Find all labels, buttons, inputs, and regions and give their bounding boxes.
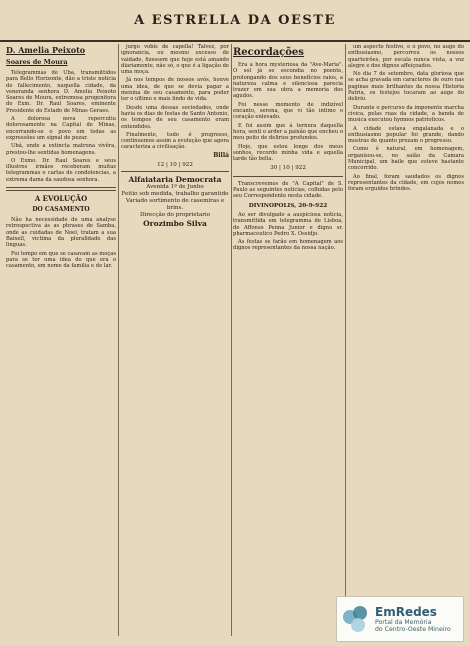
paragraph: Foi tempo em que se casavam as moças para se ter uma idea do que era o casamento, em nome da familia e do lar. bbox=[6, 250, 116, 270]
article-date: 12 | 10 | 922 bbox=[157, 162, 193, 169]
paragraph: A dolorosa nova repercutiu dolorosamente na Capital de Minas, encerrando-se o povo em todas as expressões um signal de pezar. bbox=[6, 116, 116, 141]
paragraph: E foi assim que á ternura daquella hora, senti o arder a paixão que encheu o meu peito de delirios profundos. bbox=[233, 122, 343, 142]
paragraph: Já nos tempos de nossos avós, houve uma idea, de que se devia pagar a menina de seu casamento, para poder ter o ultimo e mais lindo de vida. bbox=[121, 77, 229, 103]
paragraph: Desde uma dessas sociedades, onde havia os dias de festas de Santo Antonio, os tempos de seu casamento eram entendidos. bbox=[121, 104, 229, 130]
column-3 bbox=[233, 44, 343, 638]
paragraph: Transcrevemos de "A Capital" de S. Paulo as seguintes noticias, colhidas pelo seu Correspondente nesta cidade. bbox=[233, 180, 343, 200]
paragraph: Ubá, onde a extincta matrona vivêra, prestou-lhe sentidas homenagens. bbox=[6, 143, 116, 156]
signature: Billá bbox=[213, 151, 229, 159]
article-heading: Recordações bbox=[233, 47, 304, 58]
section-heading: A EVOLUÇÃO bbox=[34, 194, 88, 204]
paragraph: Durante o percurso da imponente marcha civica, pelas ruas da cidade, a banda de musica executou hymnos patrioticos. bbox=[348, 104, 464, 124]
divider bbox=[6, 187, 116, 191]
logo-text bbox=[375, 606, 451, 633]
paragraph: Como é natural, em homenagem, organisou-se, no salão da Camara Municipal, um baile que esteve bastante concorrido. bbox=[348, 146, 464, 172]
column-2 bbox=[121, 44, 229, 638]
article-subheading: Soares de Moura bbox=[6, 58, 68, 66]
ad-owner: Orozimbo Silva bbox=[143, 219, 207, 229]
advertisement bbox=[121, 171, 229, 228]
column-divider bbox=[345, 44, 346, 636]
paragraph: um aspecto festivo, e o povo, no auge do enthusiasmo, percorreu os nossos quarteirões, por escala nunca vista, a voz alegre e dos dignos affeiçoados. bbox=[348, 44, 464, 69]
column-1 bbox=[6, 44, 116, 638]
section-subheading: DO CASAMENTO bbox=[32, 206, 90, 214]
ad-owner-label: Direcção do proprietario bbox=[139, 212, 211, 219]
paragraph: Foi nesse momento de indizível encanto, serena, que vi tão intimo o coração enlevado. bbox=[233, 101, 343, 121]
paragraph: Finalmente, tudo é progresso, continuemos assim a evolução que agora caracteriza a civilisação. bbox=[121, 131, 229, 151]
logo-subtitle: do Centro-Oeste Mineiro bbox=[375, 625, 451, 633]
emredes-logo[interactable] bbox=[336, 596, 464, 642]
masthead bbox=[0, 0, 470, 42]
paragraph: No dia 7 de setembro, data gloriosa que se acha gravada em caracteres de ouro nas paginas mais brilhantes da nossa Historia Patria, os festejos tocaram ao auge do delirio. bbox=[348, 71, 464, 103]
paragraph: Hoje, que estou longe dos meus sonhos, recordo minha vida e aquella tarde tão bella. bbox=[233, 143, 343, 163]
circles-logo-icon bbox=[343, 606, 369, 632]
dateline: DIVINOPOLIS, 20-9-922 bbox=[248, 202, 328, 209]
article-date: 30 | 10 | 922 bbox=[270, 165, 306, 172]
paragraph: O Exmo. Dr. Raul Soares e seus illustres irmãos receberam muitas telegrammas e cartas de condolencias, a extrema dama da saudosa senhora. bbox=[6, 157, 116, 183]
article-heading: D. Amelia Peixoto bbox=[6, 45, 86, 55]
ad-line: Feitio sob medida, trabalho garantido bbox=[121, 191, 229, 198]
paragraph: Ao ser divulgado a auspiciosa noticia, transmittida em telegramma de Lisboa, de Affonso Penna Junior e digno sr. pharmaceutico Pedro X. Ossidjo. bbox=[233, 211, 343, 237]
paragraph: As festas se farão em homenagem aos dignos representantes da nossa nação. bbox=[233, 239, 343, 252]
paragraph: Telegrammas de Uba, transmittidos para Bello Horizonte, dão a triste noticia do fallecimento, naquella cidade, da veneranda senhora D. Amelia Peixoto Soares de Moura, extremosa progenitora do Exm. Dr. Raul Soares, eminente Presidente do Estado de Minas Geraes. bbox=[6, 70, 116, 114]
paragraph: A cidade estava engalanada e o enthusiasmo popular foi grande, dando mostras de quanto prezam o progresso. bbox=[348, 125, 464, 145]
masthead-title: A ESTRELLA DA OESTE bbox=[134, 12, 336, 28]
ad-line: Variado sortimento de casemiras e brins. bbox=[125, 198, 225, 212]
paragraph: jurgo vobis de capella! Talvez, por ignorancia, ou mesmo excesso de vaidade, fizessem que hoje está amando diariamente, não só, o que é a ligação de uma moça. bbox=[121, 44, 229, 76]
logo-name: EmRedes bbox=[375, 604, 437, 619]
paragraph: Era a hora mysteriosa da "Ave-Maria". O sol já se escondia no poente, prolongando dos seus benefícios raios, a natureza calma e silenciosa parecia trazer em sua obra a memoria dos agudos. bbox=[233, 62, 343, 100]
paragraph: Ao final, foram saudados os dignos representantes da cidade, em cujos nomes foram erguidos brindes. bbox=[348, 173, 464, 193]
column-divider bbox=[231, 44, 232, 636]
ad-title: Alfaiataria Democrata bbox=[128, 175, 222, 185]
column-divider bbox=[118, 44, 119, 636]
ad-address: Avenida 1º de Junho bbox=[146, 184, 204, 191]
column-4 bbox=[348, 44, 464, 592]
divider bbox=[233, 176, 343, 177]
logo-subtitle: Portal da Memória bbox=[375, 618, 432, 626]
paragraph: Não ha necessidade de uma analyse retrospectiva ás as phrases de Samba, onde as cuidadas de Noel, tratam a sua Baixell, victima da pluralidade das linguas. bbox=[6, 217, 116, 249]
